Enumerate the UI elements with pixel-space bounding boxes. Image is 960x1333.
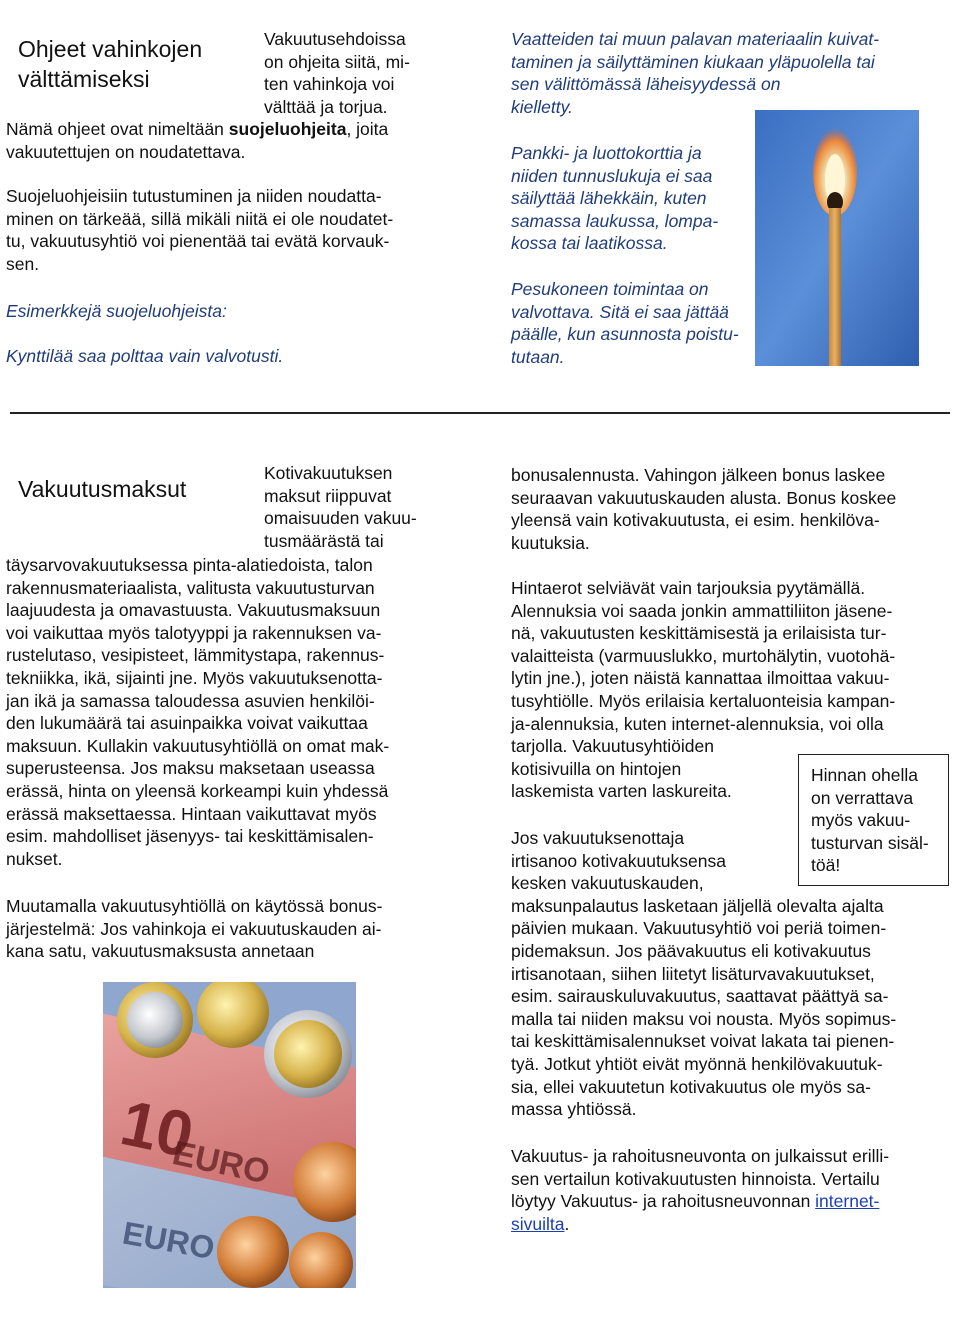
comparison-paragraph: Vakuutus- ja rahoitusneuvonta on julkaissut erilli- sen vertailun kotivakuutusten hinnoista. Vertailu löytyy Vakuutus- ja rahoitusneuvonnan internet- sivuilta. xyxy=(511,1146,890,1234)
bonus-system-paragraph: Muutamalla vakuutusyhtiöllä on käytössä bonus- järjestelmä: Jos vahinkoja ei vakuutuskauden ai- kana satu, vakuutusmaksusta annetaan xyxy=(6,896,383,962)
examples-label: Esimerkkejä suojeluohjeista: xyxy=(6,301,227,321)
price-differences-paragraph: Hintaerot selviävät vain tarjouksia pyytämällä. Alennuksia voi saada jonkin ammattiliiton jäsene- nä, vakuutusten keskittämisestä ja erilaisista tur- valaitteista (varmuuslukko, murtohälytin, vuotohä- lytin jne.), joten näistä kannattaa ilmoittaa vakuu- tusyhtiölle. Myös erilaisia kertaluonteisia kampan- ja-alennuksia, kuten internet-alennuksia, voi olla tarjolla. Vakuutusyhtiöiden kotisivuilla on hintojen laskemista varten laskureita. xyxy=(511,578,896,802)
premiums-intro: Kotivakuutuksen maksut riippuvat omaisuuden vakuu- tusmäärästä tai xyxy=(264,463,417,551)
euro-money-photo xyxy=(103,982,356,1288)
section-heading-damage-prevention: Ohjeet vahinkojen välttämiseksi xyxy=(18,36,203,92)
euro-coins-and-notes-icon xyxy=(103,982,356,1288)
svg-text:EURO: EURO xyxy=(119,1214,218,1267)
match-flame-icon xyxy=(755,110,919,366)
example-cards: Pankki- ja luottokorttia ja niiden tunnuslukuja ei saa säilyttää lähekkäin, kuten samassa laukussa, lompa- kossa tai laatikossa. xyxy=(511,143,719,254)
example-drying: Vaatteiden tai muun palavan materiaalin kuivat- taminen ja säilyttäminen kiukaan yläpuolella tai sen välittömässä läheisyydessä on kielletty. xyxy=(511,29,880,117)
internet-pages-link[interactable]: internet- xyxy=(815,1191,880,1212)
example-washing-machine: Pesukoneen toimintaa on valvottava. Sitä ei saa jättää päälle, kun asunnosta poistu- tutaan. xyxy=(511,279,739,367)
intro-text: Vakuutusehdoissa on ohjeita siitä, mi- ten vahinkoja voi välttää ja torjua. xyxy=(264,29,410,117)
premiums-factors-paragraph: täysarvovakuutuksessa pinta-alatiedoista, talon rakennusmateriaalista, valitusta vakuutusturvan laajuudesta ja omavastuusta. Vakuutusmaksuun voi vaikuttaa myös talotyyppi ja rakennuksen va- rustelutaso, vesipisteet, lämmitystapa, rakennus- tekniikka, ikä, sijainti jne. Myös vakuutuksenotta- jan ikä ja samassa taloudessa asuvien henkilöi- den lukumäärä tai asuinpaikka voivat vaikuttaa maksuun. Kullakin vakuutusyhtiöllä on omat mak- superusteensa. Jos maksu maksetaan useassa erässä, hinta on yleensä korkeampi kuin yhdessä erässä maksettaessa. Hintaan vaikuttavat myös esim. mahdolliset jäsenyys- tai keskittämisalen- nukset. xyxy=(6,555,390,869)
cancellation-paragraph: Jos vakuutuksenottaja irtisanoo kotivakuutuksensa kesken vakuutuskauden, maksunpalautus lasketaan jäljellä olevalta ajalta päivien mukaan. Vakuutusyhtiö voi periä toimen- pidemaksun. Jos päävakuutus eli kotivakuutus irtisanotaan, siihen liitetyt lisäturvavakuutukset, esim. sairauskuluvakuutus, saattavat päättyä sa- malla tai niiden maksu voi nousta. Myös sopimus- tai keskittämisalennukset voivat lakata tai pienen- tyä. Jotkut yhtiöt eivät myönnä henkilövakuutuk- sia, ellei vakuutetun kotivakuutus ole myös sa- massa yhtiössä. xyxy=(511,828,897,1120)
bonus-discount-paragraph: bonusalennusta. Vahingon jälkeen bonus laskee seuraavan vakuutuskauden alusta. Bonus koskee yleensä vain kotivakuutusta, ei esim. henkilöva- kuutuksia. xyxy=(511,465,897,553)
section-divider xyxy=(10,412,950,414)
paragraph-importance: Suojeluohjeisiin tutustuminen ja niiden noudatta- minen on tärkeää, sillä mikäli niitä ei ole noudatet- tu, vakuutusyhtiö voi pienentää tai evätä korvauk- sen. xyxy=(6,186,394,274)
paragraph-instructions: Nämä ohjeet ovat nimeltään suojeluohjeita, joita vakuutettujen on noudatettava. xyxy=(6,119,389,162)
example-candle: Kynttilää saa polttaa vain valvotusti. xyxy=(6,346,284,366)
svg-text:10: 10 xyxy=(114,1086,200,1172)
bold-term: suojeluohjeita xyxy=(228,119,347,139)
match-flame-photo xyxy=(755,110,919,366)
callout-box: Hinnan ohella on verrattava myös vakuu- tusturvan sisäl- töä! xyxy=(798,754,949,886)
svg-text:EURO: EURO xyxy=(169,1134,274,1192)
section-heading-premiums: Vakuutusmaksut xyxy=(18,476,187,502)
internet-pages-link-continued[interactable]: sivuilta xyxy=(511,1213,565,1234)
